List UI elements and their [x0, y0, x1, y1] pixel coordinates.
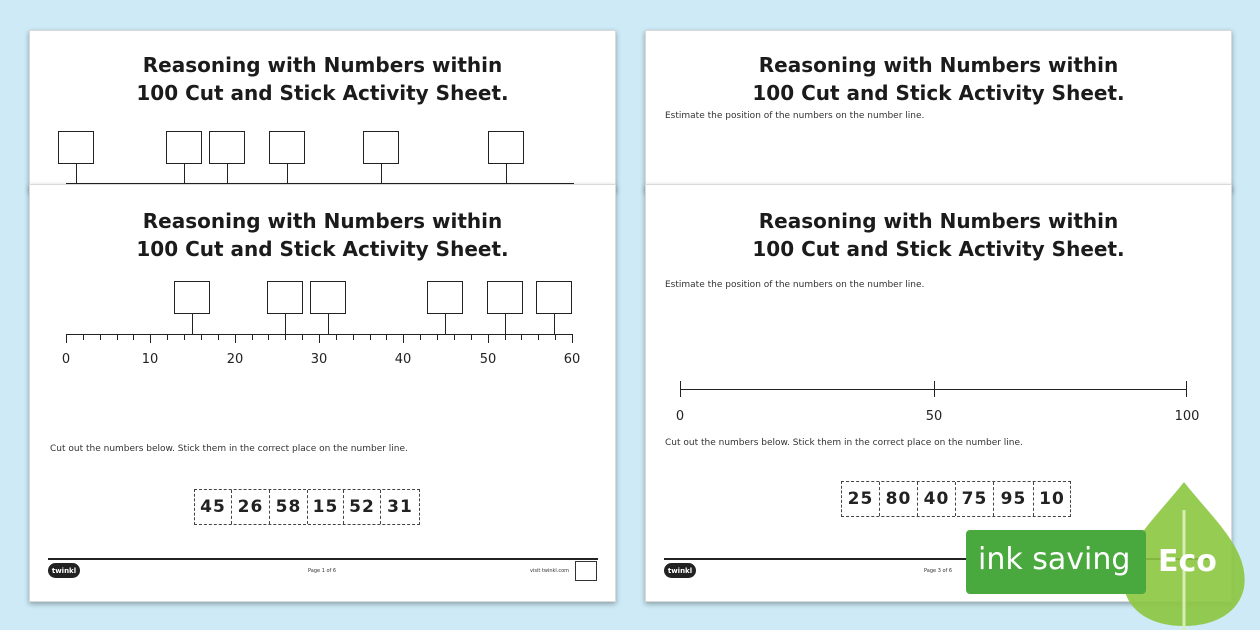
label-box — [58, 131, 94, 164]
connector — [554, 314, 555, 334]
tick-mark — [235, 334, 236, 343]
connector — [381, 164, 382, 184]
tick-mark — [66, 334, 67, 343]
tick-mark — [268, 334, 269, 340]
number-card: 31 — [387, 497, 413, 517]
tick-mark — [505, 334, 506, 340]
connector — [328, 314, 329, 334]
label-box — [487, 281, 523, 314]
qr-code-icon — [575, 561, 597, 581]
page-number: Page 3 of 6 — [924, 568, 953, 574]
tick-label: 10 — [141, 352, 159, 367]
connector — [287, 164, 288, 184]
tick-mark — [454, 334, 455, 340]
number-card: 58 — [270, 490, 308, 524]
label-box — [536, 281, 572, 314]
tick-label: 50 — [479, 352, 497, 367]
tick-mark — [218, 334, 219, 340]
tick-mark — [521, 334, 522, 340]
tick-mark — [386, 334, 387, 340]
tick-mark — [100, 334, 101, 340]
front-sheet-left — [29, 184, 616, 602]
label-box — [269, 131, 305, 164]
label-box — [166, 131, 202, 164]
cut-instruction: Cut out the numbers below. Stick them in the correct place on the number line. — [50, 444, 408, 454]
number-line-0-100 — [675, 389, 1200, 429]
tick-mark — [150, 334, 151, 343]
tick-label: 0 — [675, 409, 685, 424]
estimate-instruction: Estimate the position of the numbers on the number line. — [665, 111, 925, 121]
back-sheet-left — [29, 30, 616, 192]
eco-label: Eco — [1158, 544, 1217, 579]
label-box — [310, 281, 346, 314]
tick-mark — [370, 334, 371, 340]
sheet-title: Reasoning with Numbers within 100 Cut and Stick Activity Sheet. — [136, 209, 509, 261]
tick-label: 100 — [1174, 409, 1200, 424]
tick-label: 50 — [925, 409, 943, 424]
tick-mark — [555, 334, 556, 340]
label-box — [209, 131, 245, 164]
number-card: 45 — [195, 490, 232, 524]
tick-label: 0 — [61, 352, 71, 367]
tick-mark — [83, 334, 84, 340]
label-box — [363, 131, 399, 164]
tick-mark — [1186, 381, 1187, 397]
tick-label: 20 — [226, 352, 244, 367]
number-line-0-60 — [61, 334, 581, 374]
sheet-title: Reasoning with Numbers within 100 Cut and Stick Activity Sheet. — [752, 209, 1125, 261]
tick-mark — [336, 334, 337, 340]
connector — [184, 164, 185, 184]
tick-mark — [420, 334, 421, 340]
twinkl-logo: twinkl — [664, 563, 696, 578]
tick-mark — [538, 334, 539, 340]
number-card: 40 — [918, 482, 956, 516]
tick-mark — [471, 334, 472, 340]
label-box — [488, 131, 524, 164]
page-number: Page 1 of 6 — [308, 568, 337, 574]
connector — [506, 164, 507, 184]
tick-mark — [184, 334, 185, 340]
back-sheet-right — [645, 30, 1232, 192]
number-card: 52 — [344, 490, 381, 524]
cut-out-cards — [194, 489, 420, 525]
number-card: 26 — [232, 490, 270, 524]
number-card: 95 — [994, 482, 1034, 516]
estimate-instruction: Estimate the position of the numbers on the number line. — [665, 280, 925, 290]
twinkl-logo: twinkl — [48, 563, 80, 578]
footer-line — [48, 558, 598, 560]
tick-mark — [133, 334, 134, 340]
connector — [192, 314, 193, 334]
connector — [227, 164, 228, 184]
cut-instruction: Cut out the numbers below. Stick them in the correct place on the number line. — [665, 438, 1023, 448]
tick-label: 30 — [310, 352, 328, 367]
tick-mark — [302, 334, 303, 340]
cut-out-cards — [841, 481, 1071, 517]
label-box — [174, 281, 210, 314]
website-link[interactable]: visit twinkl.com — [530, 568, 570, 574]
tick-mark — [117, 334, 118, 340]
tick-label: 60 — [563, 352, 581, 367]
number-card: 15 — [308, 490, 344, 524]
tick-mark — [252, 334, 253, 340]
ink-saving-badge — [966, 530, 1146, 594]
number-card: 80 — [880, 482, 918, 516]
number-card: 10 — [1039, 489, 1065, 509]
label-box — [427, 281, 463, 314]
tick-mark — [934, 381, 935, 397]
label-box — [267, 281, 303, 314]
connector — [445, 314, 446, 334]
tick-mark — [353, 334, 354, 340]
tick-mark — [437, 334, 438, 340]
number-card: 75 — [956, 482, 994, 516]
tick-mark — [572, 334, 573, 343]
connector — [76, 164, 77, 184]
connector — [505, 314, 506, 334]
ink-saving-label: ink saving — [978, 542, 1131, 577]
tick-mark — [403, 334, 404, 343]
sheet-title: Reasoning with Numbers within 100 Cut and Stick Activity Sheet. — [136, 53, 509, 105]
number-card: 25 — [842, 482, 880, 516]
tick-label: 40 — [394, 352, 412, 367]
sheet-title: Reasoning with Numbers within 100 Cut and Stick Activity Sheet. — [752, 53, 1125, 105]
tick-mark — [488, 334, 489, 343]
tick-mark — [201, 334, 202, 340]
tick-mark — [680, 381, 681, 397]
tick-mark — [319, 334, 320, 343]
tick-mark — [167, 334, 168, 340]
tick-mark — [285, 334, 286, 340]
connector — [285, 314, 286, 334]
